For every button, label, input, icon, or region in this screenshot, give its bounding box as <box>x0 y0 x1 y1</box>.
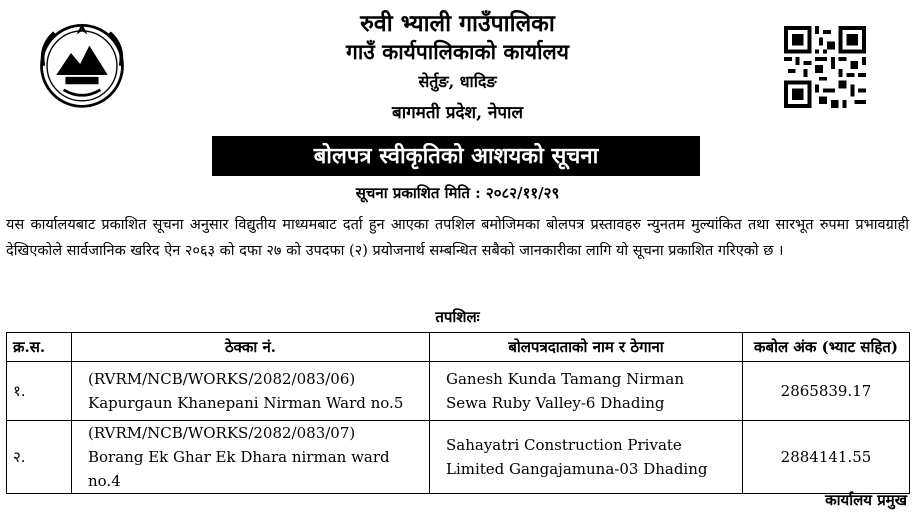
table-row <box>7 362 910 421</box>
contract-name: Kapurgaun Khanepani Nirman Ward no.5 <box>88 394 404 412</box>
row-bidder <box>430 362 743 421</box>
bidder-line: Ganesh Kunda Tamang Nirman <box>446 370 685 388</box>
row-contract <box>72 362 430 421</box>
notice-title: बोलपत्र स्वीकृतिको आशयको सूचना <box>212 136 700 176</box>
office-name: गाउँ कार्यपालिकाको कार्यालय <box>346 39 569 64</box>
contract-name: Borang Ek Ghar Ek Dhara nirman ward no.4 <box>88 448 390 490</box>
published-date: सूचना प्रकाशित मिति : २०८२/११/२९ <box>355 184 560 202</box>
row-amount: 2884141.55 <box>743 421 910 494</box>
bidder-line: Sahayatri Construction Private <box>446 436 682 454</box>
qr-code-icon <box>784 26 866 108</box>
office-address: सेर्तुङ, धादिङ <box>418 72 497 91</box>
municipality-name: रुवी भ्याली गाउँपालिका <box>360 10 555 37</box>
row-sn: २. <box>7 421 72 494</box>
bidder-line: Sewa Ruby Valley-6 Dhading <box>446 394 665 412</box>
row-sn: १. <box>7 362 72 421</box>
notice-body: यस कार्यालयबाट प्रकाशित सूचना अनुसार विद्युतीय माध्यमबाट दर्ता हुन आएका तपशिल बमोजिमका बोलपत्र प्रस्तावहरु न्युनतम मुल्यांकित तथा सारभूत रुपमा प्रभावग्राही देखिएकोले सार्वजानिक खरिद ऐन २०६३ को दफा २७ को उपदफा (२) प्रयोजनार्थ सम्बन्धित सबैको जानकारीका लागि यो सूचना प्रकाशित गरिएको छ । <box>6 217 909 259</box>
row-contract <box>72 421 430 494</box>
header-amount: कबोल अंक (भ्याट सहित) <box>743 333 910 362</box>
signature-title: कार्यालय प्रमुख <box>825 491 907 509</box>
contract-number: (RVRM/NCB/WORKS/2082/083/06) <box>88 370 356 388</box>
table-caption: तपशिलः <box>435 308 480 326</box>
header-bidder: बोलपत्रदाताको नाम र ठेगाना <box>430 333 743 362</box>
contract-number: (RVRM/NCB/WORKS/2082/083/07) <box>88 424 356 442</box>
header-contract: ठेक्का नं. <box>72 333 430 362</box>
table-row <box>7 421 910 494</box>
bidder-line: Limited Gangajamuna-03 Dhading <box>446 460 708 478</box>
header-sn: क्र.स. <box>7 333 72 362</box>
row-amount: 2865839.17 <box>743 362 910 421</box>
letterhead <box>0 0 915 130</box>
table-header-row <box>7 333 910 362</box>
province-country: बागमती प्रदेश, नेपाल <box>392 103 523 123</box>
row-bidder <box>430 421 743 494</box>
bid-table <box>6 332 910 494</box>
